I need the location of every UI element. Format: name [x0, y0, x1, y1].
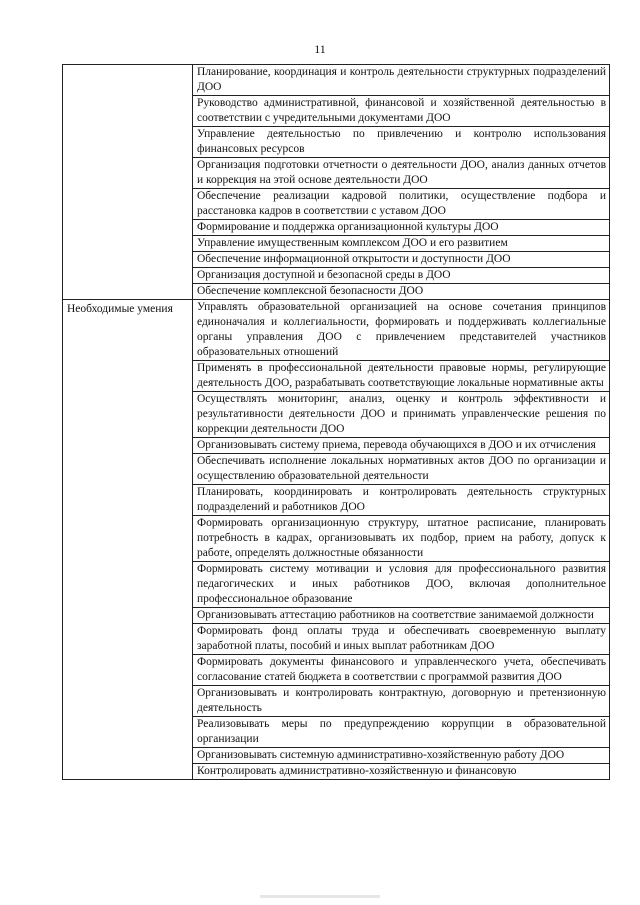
required-skills-item: Контролировать административно-хозяйственную и финансовую	[193, 764, 610, 780]
required-skills-item: Планировать, координировать и контролировать деятельность структурных подразделений и работников ДОО	[193, 485, 610, 516]
labor-functions-item: Формирование и поддержка организационной культуры ДОО	[193, 220, 610, 236]
labor-functions-label	[63, 65, 193, 300]
table-row	[63, 65, 610, 96]
labor-functions-item: Обеспечение реализации кадровой политики, осуществление подбора и расстановка кадров в соответствии с уставом ДОО	[193, 189, 610, 220]
required-skills-item: Реализовывать меры по предупреждению коррупции в образовательной организации	[193, 717, 610, 748]
labor-functions-item: Планирование, координация и контроль деятельности структурных подразделений ДОО	[193, 65, 610, 96]
required-skills-item: Формировать фонд оплаты труда и обеспечивать своевременную выплату заработной платы, пособий и иных выплат работникам ДОО	[193, 624, 610, 655]
labor-functions-item: Обеспечение информационной открытости и доступности ДОО	[193, 252, 610, 268]
labor-functions-item: Организация доступной и безопасной среды в ДОО	[193, 268, 610, 284]
required-skills-item: Организовывать систему приема, перевода обучающихся в ДОО и их отчисления	[193, 438, 610, 454]
required-skills-item: Формировать систему мотивации и условия для профессионального развития педагогических и иных работников ДОО, включая дополнительное профессиональное образование	[193, 562, 610, 608]
labor-functions-item: Руководство административной, финансовой и хозяйственной деятельностью в соответствии с учредительными документами ДОО	[193, 96, 610, 127]
labor-functions-item: Организация подготовки отчетности о деятельности ДОО, анализ данных отчетов и коррекция на этой основе деятельности ДОО	[193, 158, 610, 189]
labor-functions-item: Управление имущественным комплексом ДОО и его развитием	[193, 236, 610, 252]
required-skills-item: Организовывать аттестацию работников на соответствие занимаемой должности	[193, 608, 610, 624]
page-number: 11	[314, 42, 326, 56]
competency-table	[62, 64, 610, 780]
required-skills-item: Формировать документы финансового и управленческого учета, обеспечивать согласование статей бюджета в соответствии с программой развития ДОО	[193, 655, 610, 686]
required-skills-item: Применять в профессиональной деятельности правовые нормы, регулирующие деятельность ДОО, разрабатывать соответствующие локальные нормативные акты	[193, 361, 610, 392]
labor-functions-item: Обеспечение комплексной безопасности ДОО	[193, 284, 610, 300]
table-row	[63, 300, 610, 361]
required-skills-item: Организовывать и контролировать контрактную, договорную и претензионную деятельность	[193, 686, 610, 717]
required-skills-item: Обеспечивать исполнение локальных нормативных актов ДОО по организации и осуществлению образовательной деятельности	[193, 454, 610, 485]
scan-artifact	[260, 895, 380, 898]
required-skills-label: Необходимые умения	[63, 300, 193, 780]
required-skills-item: Осуществлять мониторинг, анализ, оценку и контроль эффективности и результативности деятельности ДОО и принимать управленческие решения по коррекции деятельности ДОО	[193, 392, 610, 438]
required-skills-item: Управлять образовательной организацией на основе сочетания принципов единоначалия и коллегиальности, формировать и поддерживать коллегиальные органы управления ДОО с привлечением представителей участников образовательных отношений	[193, 300, 610, 361]
labor-functions-item: Управление деятельностью по привлечению и контролю использования финансовых ресурсов	[193, 127, 610, 158]
required-skills-item: Формировать организационную структуру, штатное расписание, планировать потребность в кадрах, организовывать их подбор, прием на работу, допуск к работе, определять должностные обязанности	[193, 516, 610, 562]
required-skills-item: Организовывать системную административно-хозяйственную работу ДОО	[193, 748, 610, 764]
